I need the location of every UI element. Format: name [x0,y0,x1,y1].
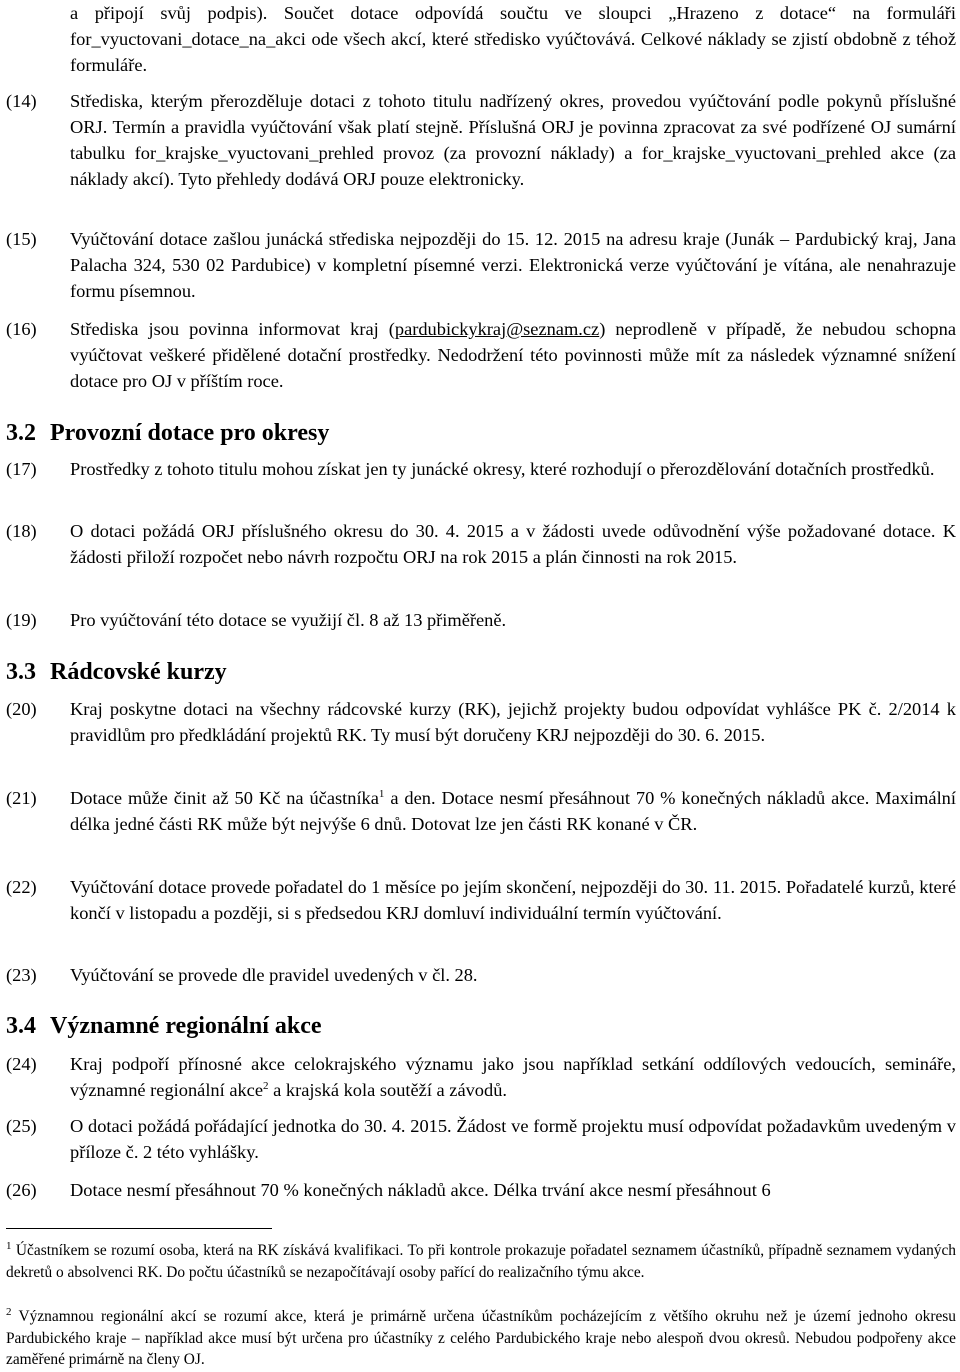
paragraph-number: (20) [6,699,37,719]
section-number: 3.3 [6,659,36,685]
section-heading-3-3 [6,657,227,687]
paragraph-text: Pro vyúčtování této dotace se využijí čl. 8 až 13 přiměřeně. [70,610,507,630]
paragraph-text: O dotaci požádá ORJ příslušného okresu do 30. 4. 2015 a v žádosti uvede odůvodnění výše požadované dotace. K žádosti přiloží rozpočet nebo návrh rozpočtu ORJ na rok 2015 a plán činnosti na rok 2015. [70,521,956,567]
footnote-reference[interactable]: 2 [263,1079,269,1092]
footnote-text: Významnou regionální akcí se rozumí akce, která je primárně určena účastníkům pocházejícím z většího okruhu než je území jednoho okresu Pardubického kraje – například akce musí být určena pro účastníky z celého Pardubického kraje nebo alespoň dvou okresů. Nebudou podpořeny akce zaměřené primárně na členy OJ. [6,1308,956,1368]
paragraph-text: Dotace nesmí přesáhnout 70 % konečných nákladů akce. Délka trvání akce nesmí přesáhnout 6 [70,1180,771,1200]
paragraph-text: Střediska, kterým přerozděluje dotaci z tohoto titulu nadřízený okres, provedou vyúčtování podle pokynů příslušné ORJ. Termín a pravidla vyúčtování však platí stejně. Příslušná ORJ je povinna zpracovat za své podřízené OJ sumární tabulku for_krajske_vyuctovani_prehled provoz (za provozní náklady) a for_krajske_vyuctovani_prehled akce (za náklady akcí). Tyto přehledy dodává ORJ pouze elektronicky. [70,91,956,189]
paragraph-text [70,1051,956,1103]
section-title: Rádcovské kurzy [50,659,227,685]
footnote-mark: 2 [6,1305,12,1318]
paragraph-text: Prostředky z tohoto titulu mohou získat jen ty junácké okresy, které rozhodují o přerozdělování dotačních prostředků. [70,459,935,479]
paragraph-number: (17) [6,459,37,479]
footnote-text: Účastníkem se rozumí osoba, která na RK získává kvalifikaci. To při kontrole prokazuje pořadatel seznamem účastníků, případně seznamem vydaných dekretů o absolvenci RK. Do počtu účastníků se nezapočítávají osoby pařící do realizačního týmu akce. [6,1242,956,1281]
paragraph-text [70,785,956,837]
paragraph-number: (25) [6,1116,37,1136]
paragraph-number: (21) [6,788,37,808]
paragraph-number: (24) [6,1054,37,1074]
paragraph-number: (15) [6,229,37,249]
section-heading-3-2 [6,418,329,448]
paragraph-text: Vyúčtování dotace provede pořadatel do 1 měsíce po jejím skončení, nejpozději do 30. 11. 2015. Pořadatelé kurzů, které končí v listopadu a později, si s předsedou KRJ domluví individuální termín vyúčtování. [70,877,956,923]
footnote-mark: 1 [6,1239,12,1252]
intro-text: a připojí svůj podpis). Součet dotace odpovídá součtu ve sloupci „Hrazeno z dotace“ na formuláři for_vyuctovani_dotace_na_akci ode všech akcí, které středisko vyúčtovává. Celkové náklady se zjistí obdobně z téhož formuláře. [70,3,956,75]
paragraph-text-start: Kraj podpoří přínosné akce celokrajského významu jako jsou například setkání oddílových vedoucích, semináře, významné regionální akce [70,1054,956,1100]
paragraph-text [70,316,956,394]
footnote-separator [6,1228,272,1229]
paragraph-text: Vyúčtování se provede dle pravidel uvedených v čl. 28. [70,965,478,985]
section-number: 3.2 [6,420,36,446]
paragraph-text: O dotaci požádá pořádající jednotka do 30. 4. 2015. Žádost ve formě projektu musí odpovídat požadavkům uvedeným v příloze č. 2 této vyhlášky. [70,1116,956,1162]
paragraph-number: (18) [6,521,37,541]
paragraph-text-start: Dotace může činit až 50 Kč na účastníka [70,788,379,808]
paragraph-text-end: a krajská kola soutěží a závodů. [268,1080,507,1100]
intro-paragraph [70,0,956,78]
paragraph-number: (26) [6,1180,37,1200]
section-number: 3.4 [6,1013,36,1039]
paragraph-number: (23) [6,965,37,985]
paragraph-number: (22) [6,877,37,897]
paragraph-text-end: a den. Dotace nesmí přesáhnout 70 % konečných nákladů akce. Maximální délka jedné části RK může být nejvýše 6 dnů. Dotovat lze jen části RK konané v ČR. [70,788,956,834]
footnote-2 [6,1306,956,1371]
section-heading-3-4 [6,1011,322,1041]
paragraph-text-start: Střediska jsou povinna informovat kraj ( [70,319,395,339]
section-title: Provozní dotace pro okresy [50,420,330,446]
paragraph-text-end: ) neprodleně v případě, že nebudou schopna vyúčtovat veškeré přidělené dotační prostředky. Nedodržení této povinnosti může mít za následek významné snížení dotace pro OJ v příštím roce. [70,319,956,391]
paragraph-text: Kraj poskytne dotaci na všechny rádcovské kurzy (RK), jejichž projekty budou odpovídat vyhlášce PK č. 2/2014 k pravidlům pro předkládání projektů RK. Ty musí být doručeny KRJ nejpozději do 30. 6. 2015. [70,699,956,745]
paragraph-number: (14) [6,91,37,111]
email-link[interactable]: pardubickykraj@seznam.cz [394,319,600,339]
paragraph-text: Vyúčtování dotace zašlou junácká střediska nejpozději do 15. 12. 2015 na adresu kraje (Junák – Pardubický kraj, Jana Palacha 324, 530 02 Pardubice) v kompletní písemné verzi. Elektronická verze vyúčtování je vítána, ale nenahrazuje formu písemnou. [70,229,956,301]
paragraph-number: (16) [6,319,37,339]
footnote-1 [6,1240,956,1283]
paragraph-number: (19) [6,610,37,630]
footnote-reference[interactable]: 1 [378,787,385,800]
section-title: Významné regionální akce [50,1013,322,1039]
